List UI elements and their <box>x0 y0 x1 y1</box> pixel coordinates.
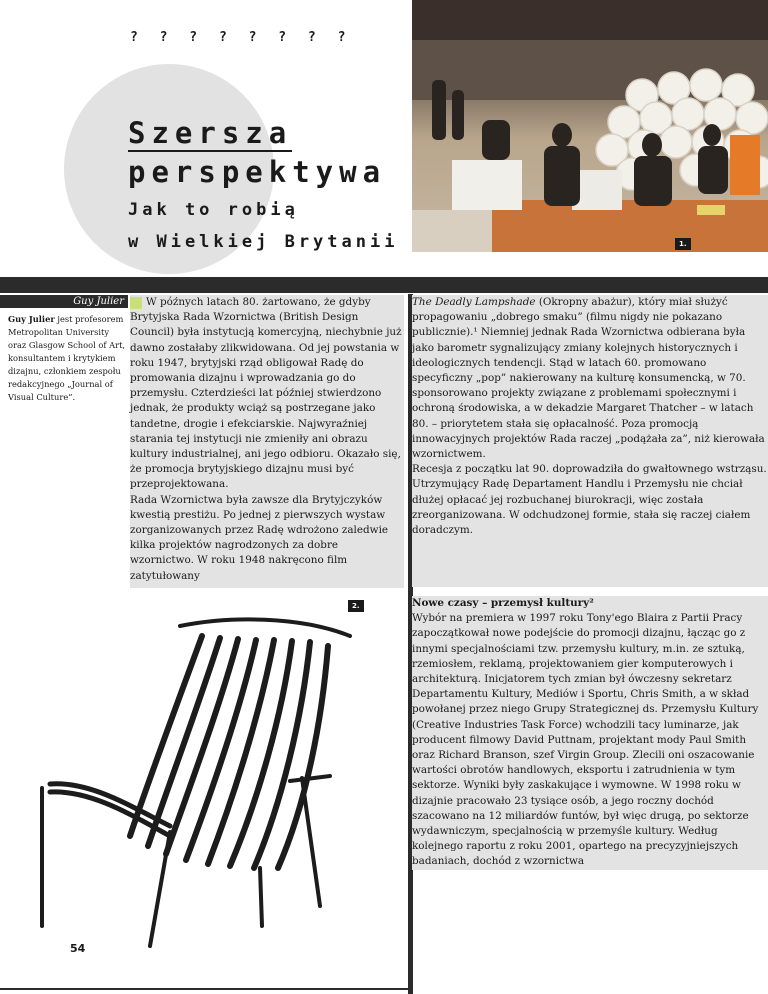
article-column-3 <box>412 596 768 870</box>
section-heading: Nowe czasy – przemysł kultury² <box>412 597 594 609</box>
exhibition-illustration <box>412 0 768 252</box>
exhibition-photo <box>412 0 768 252</box>
author-bio-text: jest profesorem Metropolitan University oraz Glasgow School of Art, konsultantem i krytykiem dizajnu, członkiem zespołu redakcyjnego „Journal of Visual Culture”. <box>8 314 126 402</box>
author-name: Guy Julier <box>73 296 124 307</box>
title-line-1: Szersza <box>128 116 293 150</box>
author-bio-name: Guy Julier <box>8 314 55 324</box>
article-column-1 <box>130 295 404 588</box>
author-bio <box>8 313 126 404</box>
bottom-rule <box>0 988 408 990</box>
column1-paragraph-1 <box>130 295 404 493</box>
photo-number-2: 2. <box>348 600 364 612</box>
subtitle-line-1: Jak to robią <box>128 200 299 220</box>
title-line-2: perspektywa <box>128 155 387 189</box>
chair-photo <box>30 602 362 950</box>
lead-square <box>130 297 142 309</box>
column2-paragraph-1 <box>412 295 768 462</box>
film-title: The Deadly Lampshade <box>412 296 536 308</box>
chair-illustration <box>30 606 362 950</box>
article-column-2 <box>412 295 768 587</box>
photo-number-1: 1. <box>675 238 691 250</box>
header-question-marks: ? ? ? ? ? ? ? ? <box>130 30 353 45</box>
column1-p1-text: W późnych latach 80. żartowano, że gdyby Brytyjska Rada Wzornictwa (British Design Council) była instytucją komercyjną, niechybnie już dawno zostałaby zlikwidowana. Od jej powstania w roku 1947, brytyjski rząd obligował Radę do promowania dizajnu i wprowadzania go do przemysłu. Czterdzieści lat później stwierdzono jednak, że produkty wciąż są postrzegane jako tandetne, drogie i efekciarskie. Najwyraźniej starania tej instytucji nie zmieniły ani obrazu kultury industrialnej, ani jego odbioru. Okazało się, że promocja brytyjskiego dizajnu musi być przeprojektowana. <box>130 296 402 491</box>
column2-paragraph-2: Recesja z początku lat 90. doprowadziła do gwałtownego wstrząsu. Utrzymujący Radę Departament Handlu i Przemysłu nie chciał dłużej opłacać jej rozbuchanej biurokracji, więc została zreorganizowana. W odchudzonej formie, stała się raczej ciałem doradczym. <box>412 463 767 537</box>
page-number: 54 <box>70 942 86 955</box>
column3-paragraph-1: Wybór na premiera w 1997 roku Tony'ego Blaira z Partii Pracy zapoczątkował nowe podejście do promocji dizajnu, łącząc go z innymi specjalnościami tzw. przemysłu kultury, m.in. ze sztuką, rzemiosłem, reklamą, projektowaniem gier komputerowych i architekturą. Inicjatorem tych zmian był ówczesny sekretarz Departamentu Kultury, Mediów i Sportu, Chris Smith, a w skład powołanej przez niego Grupy Strategicznej ds. Przemysłu Kultury (Creative Industries Task Force) wchodzili tacy luminarze, jak producent filmowy David Puttnam, projektant mody Paul Smith oraz Richard Branson, szef Virgin Group. Zlecili oni oszacowanie wartości obrotów handlowych, eksportu i zatrudnienia w tym sektorze. Wyniki były zaskakujące i wymowne. W 1998 roku w dizajnie pracowało 23 tysiące osób, a jego roczny dochód szacowano na 12 miliardów funtów, był więc drugą, po sektorze wydawniczym, specjalnością w przemyśle kultury. Według kolejnego raportu z roku 2001, opartego na precyzyjniejszych badaniach, dochód z wzornictwa <box>412 612 759 868</box>
header-band <box>0 277 768 293</box>
subtitle-line-2: w Wielkiej Brytanii <box>128 232 399 252</box>
column2-p1-text: (Okropny abażur), który miał służyć propagowaniu „dobrego smaku” (filmu nigdy nie pokazano publicznie).¹ Niemniej jednak Rada Wzornictwa odbierana była jako barometr sygnalizujący zmiany kolejnych historycznych i ideologicznych tendencji. Stąd w latach 60. promowano specyficzny „pop” nakierowany na kulturę konsumencką, w 70. sponsorowano projekty związane z problemami społecznymi i ochroną środowiska, a w dekadzie Margaret Thatcher – w latach 80. – priorytetem stała się opłacalność. Poza promocją innowacyjnych projektów Rada raczej „podążała za”, niż kierowała wzornictwem. <box>412 296 765 461</box>
column1-paragraph-2: Rada Wzornictwa była zawsze dla Brytyjczyków kwestią prestiżu. Po jednej z pierwszych wystaw zorganizowanych przez Radę wdrożono zaledwie kilka projektów nagrodzonych za dobre wzornictwo. W roku 1948 nakręcono film zatytułowany <box>130 493 389 582</box>
